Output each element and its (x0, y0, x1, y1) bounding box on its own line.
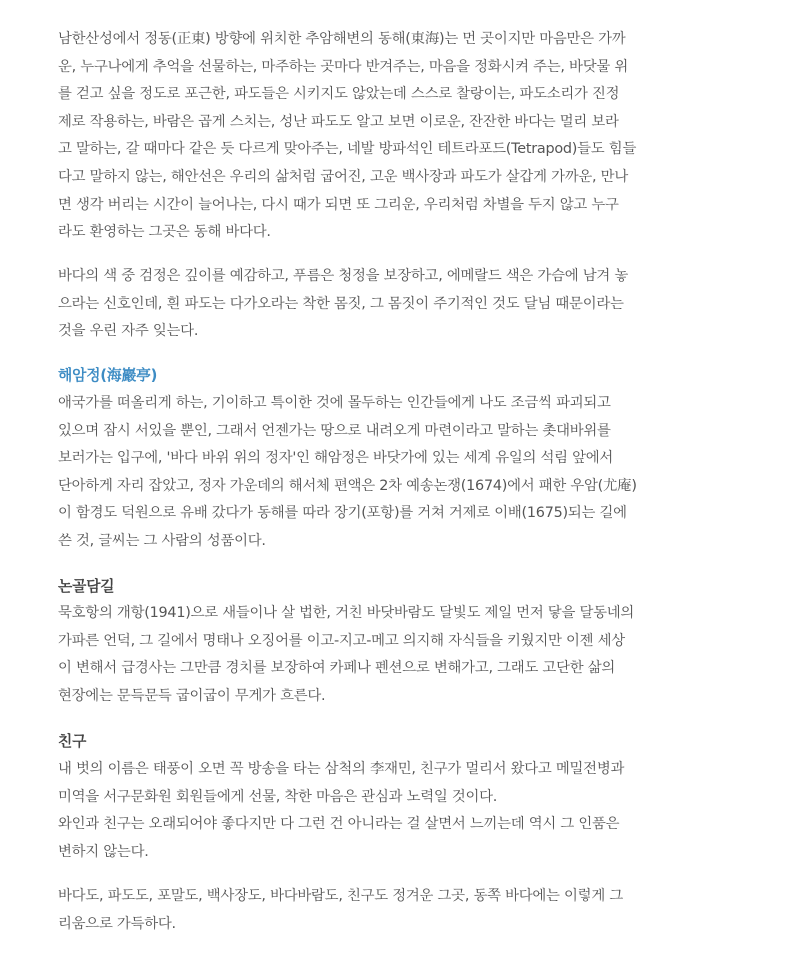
text-line: 이 함경도 덕원으로 유배 갔다가 동해를 따라 장기(포항)를 거쳐 거제로 이배(1675)되는 길에 (58, 505, 627, 522)
text-line: 있으며 잠시 서있을 뿐인, 그래서 언젠가는 땅으로 내려오게 마련이라고 말하는 촛대바위를 (58, 422, 611, 439)
text-line: 애국가를 떠올리게 하는, 기이하고 특이한 것에 몰두하는 인간들에게 나도 조금씩 파괴되고 (58, 395, 611, 411)
text-line: 쓴 것, 글씨는 그 사람의 성품이다. (58, 532, 266, 549)
section-heading-friend: 친구 (58, 733, 87, 750)
text-line: 바다의 색 중 검정은 깊이를 예감하고, 푸름은 청정을 보장하고, 에메랄드 색은 가슴에 남겨 놓 (58, 268, 628, 284)
text-line: 이 변해서 급경사는 그만큼 경치를 보장하여 카페나 펜션으로 변해가고, 그래도 고단한 삶의 (58, 660, 615, 677)
text-line: 미역을 서구문화원 회원들에게 선물, 착한 마음은 관심과 노력일 것이다. (58, 788, 498, 805)
text-line: 단아하게 자리 잡았고, 정자 가운데의 해서체 편액은 2차 예송논쟁(1674)에서 패한 우암(尤庵) (58, 477, 637, 494)
text-line: 보러가는 입구에, '바다 바위 위의 정자'인 해암정은 바닷가에 있는 세계 유일의 석림 앞에서 (58, 450, 614, 467)
paragraph-friend (58, 756, 728, 866)
text-line: 운, 누구나에게 추억을 선물하는, 마주하는 곳마다 반겨주는, 마음을 정화시켜 주는, 바닷물 위 (58, 58, 628, 75)
text-line: 묵호항의 개항(1941)으로 새들이나 살 법한, 거친 바닷바람도 달빛도 제일 먼저 닿을 달동네의 (58, 605, 635, 621)
text-line: 으라는 신호인데, 흰 파도는 다가오라는 착한 몸짓, 그 몸짓이 주기적인 것도 달님 때문이라는 (58, 295, 624, 312)
paragraph-intro (58, 26, 728, 247)
paragraph-closing (58, 883, 728, 938)
text-line: 현장에는 문득문득 굽이굽이 무게가 흐른다. (58, 687, 326, 704)
text-line: 내 벗의 이름은 태풍이 오면 꼭 방송을 타는 삼척의 李재민, 친구가 멀리서 왔다고 메밀전병과 (58, 761, 625, 777)
section-heading-nongoldamgil: 논골담길 (58, 578, 115, 595)
text-line: 제로 작용하는, 바람은 곱게 스치는, 성난 파도도 알고 보면 이로운, 잔잔한 바다는 멀리 보라 (58, 113, 619, 130)
text-line: 남한산성에서 정동(正東) 방향에 위치한 추암해변의 동해(東海)는 먼 곳이지만 마음만은 가까 (58, 31, 626, 47)
text-line: 바다도, 파도도, 포말도, 백사장도, 바다바람도, 친구도 정겨운 그곳, 동쪽 바다에는 이렇게 그 (58, 888, 623, 904)
text-line: 를 걷고 싶을 정도로 포근한, 파도들은 시키지도 않았는데 스스로 찰랑이는, 파도소리가 진정 (58, 86, 620, 103)
paragraph-haeamjeong (58, 390, 728, 556)
paragraph-nongoldamgil (58, 600, 728, 710)
text-line: 면 생각 버리는 시간이 늘어나는, 다시 때가 되면 또 그리운, 우리처럼 차별을 두지 않고 누구 (58, 196, 619, 213)
text-line: 와인과 친구는 오래되어야 좋다지만 다 그런 건 아니라는 걸 살면서 느끼는데 역시 그 인품은 (58, 816, 620, 833)
section-heading-haeamjeong: 해암정(海巖亭) (58, 367, 158, 384)
paragraph-sea-colors (58, 263, 728, 346)
text-line: 고 말하는, 갈 때마다 같은 듯 다르게 맞아주는, 네발 방파석인 테트라포드(Tetrapod)들도 힘들 (58, 141, 637, 158)
text-line: 것을 우린 자주 잊는다. (58, 323, 199, 340)
text-line: 라도 환영하는 그곳은 동해 바다다. (58, 224, 271, 241)
text-line: 다고 말하지 않는, 해안선은 우리의 삶처럼 굽어진, 고운 백사장과 파도가 살갑게 가까운, 만나 (58, 168, 628, 185)
text-line: 리움으로 가득하다. (58, 915, 176, 932)
text-line: 가파른 언덕, 그 길에서 명태나 오징어를 이고-지고-메고 의지해 자식들을 키웠지만 이젠 세상 (58, 632, 625, 649)
text-line: 변하지 않는다. (58, 843, 149, 860)
